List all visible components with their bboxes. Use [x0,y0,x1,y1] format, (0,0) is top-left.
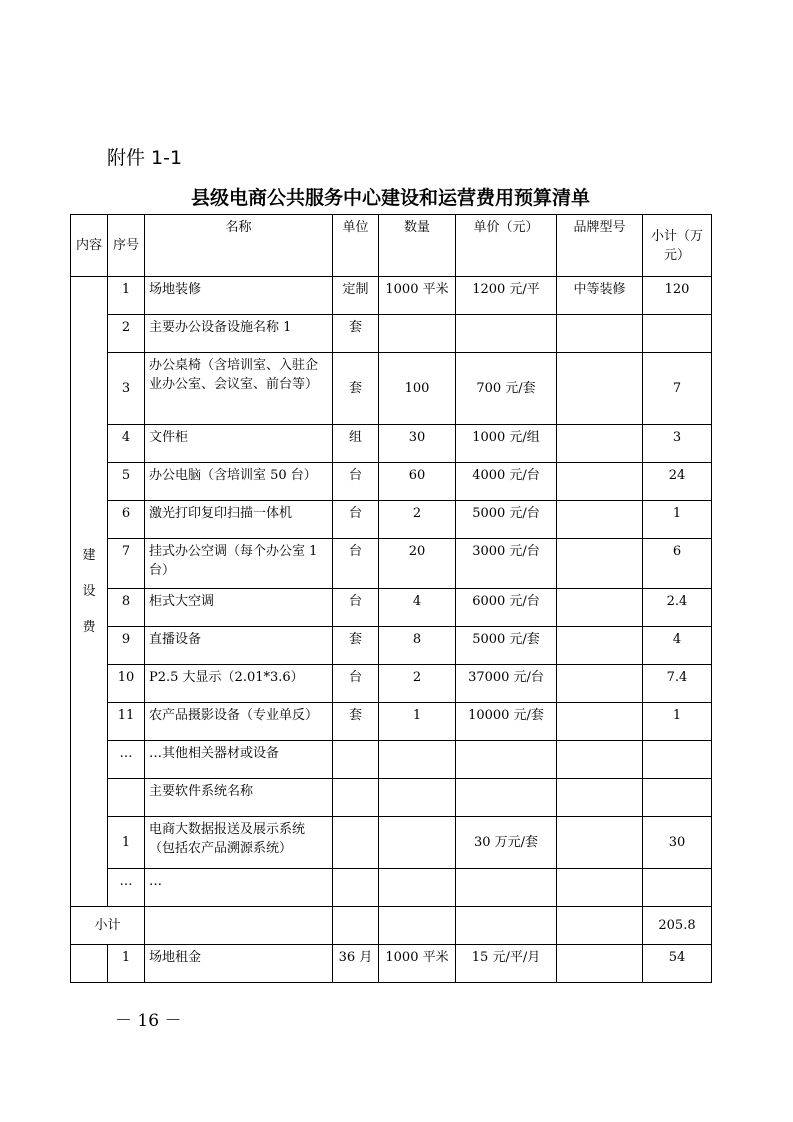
cell-unit: 台 [333,463,379,501]
cell-price: 6000 元/台 [456,589,557,627]
cell-price: 3000 元/台 [456,539,557,589]
cell-subtotal: 4 [643,627,712,665]
cell-qty: 2 [379,501,456,539]
table-row [71,817,712,869]
cell-brand [557,463,643,501]
cell-seq: … [108,869,145,907]
cell-seq: 2 [108,315,145,353]
table-row [71,277,712,315]
table-row [71,589,712,627]
cell-price: 5000 元/台 [456,501,557,539]
cell-qty [379,741,456,779]
table-row [71,463,712,501]
construction-fee-text: 建设费 [82,547,96,635]
header-name: 名称 [145,215,333,277]
cell-seq: 10 [108,665,145,703]
cell-unit: 36 月 [333,945,379,983]
cell-qty [379,315,456,353]
empty-cell [333,907,379,945]
cell-price: 700 元/套 [456,353,557,425]
cell-brand [557,817,643,869]
cell-brand [557,665,643,703]
budget-table-body [71,215,712,983]
cell-price: 30 万元/套 [456,817,557,869]
cell-name: 主要软件系统名称 [145,779,333,817]
subtotal-label: 小计 [71,907,145,945]
header-price: 单价（元） [456,215,557,277]
cell-subtotal: 1 [643,501,712,539]
cell-brand [557,779,643,817]
cell-price [456,315,557,353]
cell-seq: 1 [108,817,145,869]
cell-subtotal: 7 [643,353,712,425]
cell-subtotal: 54 [643,945,712,983]
cell-name: 柜式大空调 [145,589,333,627]
attachment-label: 附件 1-1 [107,147,183,169]
cell-brand [557,501,643,539]
cell-name: 挂式办公空调（每个办公室 1 台） [145,539,333,589]
cell-brand [557,589,643,627]
cell-name: 电商大数据报送及展示系统（包括农产品溯源系统） [145,817,333,869]
cell-unit: 台 [333,501,379,539]
cell-unit: 定制 [333,277,379,315]
cell-qty: 1000 平米 [379,945,456,983]
cell-unit: 套 [333,315,379,353]
table-row [71,539,712,589]
cell-qty: 60 [379,463,456,501]
empty-cell [379,907,456,945]
cell-qty: 100 [379,353,456,425]
cell-price: 10000 元/套 [456,703,557,741]
table-row [71,869,712,907]
cell-qty [379,869,456,907]
cell-name: … [145,869,333,907]
cell-qty: 2 [379,665,456,703]
subtotal-row [71,907,712,945]
cell-brand: 中等装修 [557,277,643,315]
construction-fee-label [71,277,108,907]
table-row [71,665,712,703]
cell-price: 15 元/平/月 [456,945,557,983]
cell-price: 1200 元/平 [456,277,557,315]
cell-brand [557,869,643,907]
cell-brand [557,741,643,779]
cell-seq [108,779,145,817]
empty-cell [557,907,643,945]
cell-name: 主要办公设备设施名称 1 [145,315,333,353]
cell-seq: 7 [108,539,145,589]
cell-seq: 8 [108,589,145,627]
header-unit: 单位 [333,215,379,277]
empty-cell [145,907,333,945]
header-subtotal: 小计（万元） [643,215,712,277]
subtotal-value: 205.8 [643,907,712,945]
cell-qty: 8 [379,627,456,665]
cell-name: 激光打印复印扫描一体机 [145,501,333,539]
table-row [71,703,712,741]
table-row [71,425,712,463]
table-row [71,741,712,779]
cell-subtotal: 3 [643,425,712,463]
empty-cell [456,907,557,945]
cell-unit: 台 [333,539,379,589]
cell-price [456,741,557,779]
cell-name: 场地租金 [145,945,333,983]
header-qty: 数量 [379,215,456,277]
cell-seq: 9 [108,627,145,665]
operating-content-cell [71,945,108,983]
cell-brand [557,627,643,665]
cell-subtotal: 120 [643,277,712,315]
cell-price: 1000 元/组 [456,425,557,463]
cell-name: 办公电脑（含培训室 50 台） [145,463,333,501]
cell-unit [333,779,379,817]
cell-subtotal: 2.4 [643,589,712,627]
cell-brand [557,353,643,425]
cell-subtotal: 30 [643,817,712,869]
table-row [71,501,712,539]
table-row [71,779,712,817]
cell-brand [557,703,643,741]
cell-subtotal: 7.4 [643,665,712,703]
cell-seq: 5 [108,463,145,501]
cell-seq: … [108,741,145,779]
operating-row [71,945,712,983]
cell-unit [333,741,379,779]
cell-name: …其他相关器材或设备 [145,741,333,779]
cell-subtotal [643,741,712,779]
cell-subtotal [643,779,712,817]
table-header-row [71,215,712,277]
cell-qty: 1000 平米 [379,277,456,315]
cell-price [456,869,557,907]
cell-price: 37000 元/台 [456,665,557,703]
cell-subtotal: 1 [643,703,712,741]
page-number: － 16 － [115,1011,182,1031]
cell-brand [557,945,643,983]
cell-seq: 4 [108,425,145,463]
header-brand: 品牌型号 [557,215,643,277]
cell-subtotal [643,315,712,353]
cell-unit: 组 [333,425,379,463]
cell-unit: 台 [333,665,379,703]
table-row [71,627,712,665]
cell-name: 农产品摄影设备（专业单反） [145,703,333,741]
table-row [71,315,712,353]
cell-subtotal [643,869,712,907]
cell-seq: 6 [108,501,145,539]
cell-subtotal: 6 [643,539,712,589]
cell-brand [557,539,643,589]
cell-qty: 30 [379,425,456,463]
header-seq: 序号 [108,215,145,277]
cell-qty [379,779,456,817]
cell-name: P2.5 大显示（2.01*3.6） [145,665,333,703]
cell-seq: 1 [108,945,145,983]
cell-seq: 11 [108,703,145,741]
cell-qty: 20 [379,539,456,589]
cell-qty: 1 [379,703,456,741]
cell-name: 文件柜 [145,425,333,463]
cell-unit [333,817,379,869]
cell-price: 5000 元/套 [456,627,557,665]
document-title: 县级电商公共服务中心建设和运营费用预算清单 [190,187,590,209]
cell-unit: 套 [333,353,379,425]
cell-brand [557,315,643,353]
cell-qty: 4 [379,589,456,627]
cell-unit [333,869,379,907]
cell-name: 办公桌椅（含培训室、入驻企业办公室、会议室、前台等） [145,353,333,425]
budget-table [70,214,712,983]
cell-unit: 套 [333,703,379,741]
cell-seq: 3 [108,353,145,425]
cell-brand [557,425,643,463]
header-content: 内容 [71,215,108,277]
cell-qty [379,817,456,869]
cell-unit: 台 [333,589,379,627]
table-row [71,353,712,425]
cell-seq: 1 [108,277,145,315]
cell-unit: 套 [333,627,379,665]
cell-price [456,779,557,817]
cell-name: 直播设备 [145,627,333,665]
cell-price: 4000 元/台 [456,463,557,501]
cell-subtotal: 24 [643,463,712,501]
cell-name: 场地装修 [145,277,333,315]
